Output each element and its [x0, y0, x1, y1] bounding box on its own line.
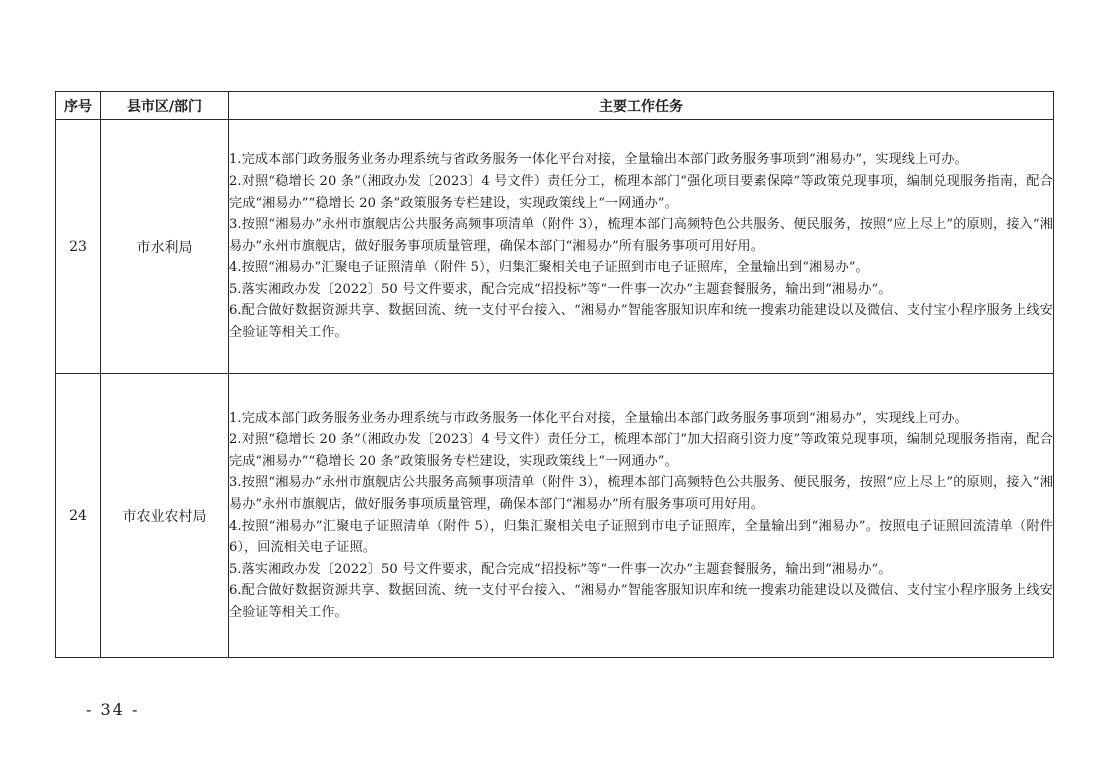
table-row	[56, 374, 1054, 658]
work-task-table	[55, 91, 1054, 658]
row-tasks	[229, 374, 1054, 658]
page-number: - 34 -	[86, 700, 140, 719]
task-item: 2.对照“稳增长 20 条”（湘政办发〔2023〕4 号文件）责任分工，梳理本部门“强化项目要素保障”等政策兑现事项，编制兑现服务指南，配合完成“湘易办”“稳增长 20 条”政策服务专栏建设，实现政策线上“一网通办”。	[229, 173, 1053, 211]
row-index: 24	[56, 374, 101, 658]
task-item: 3.按照“湘易办”永州市旗舰店公共服务高频事项清单（附件 3），梳理本部门高频特色公共服务、便民服务，按照“应上尽上”的原则，接入“湘易办”永州市旗舰店，做好服务事项质量管理，确保本部门“湘易办”所有服务事项可用好用。	[229, 475, 1053, 512]
table-header-row	[56, 92, 1054, 120]
row-department: 市水利局	[101, 120, 229, 374]
table-row	[56, 120, 1054, 374]
row-index: 23	[56, 120, 101, 374]
header-tasks: 主要工作任务	[229, 92, 1054, 120]
task-item: 3.按照“湘易办”永州市旗舰店公共服务高频事项清单（附件 3），梳理本部门高频特色公共服务、便民服务，按照“应上尽上”的原则，接入“湘易办”永州市旗舰店，做好服务事项质量管理，确保本部门“湘易办”所有服务事项可用好用。	[229, 217, 1053, 254]
row-tasks	[229, 120, 1054, 374]
header-department: 县市区/部门	[101, 92, 229, 120]
task-item: 1.完成本部门政务服务业务办理系统与省政务服务一体化平台对接，全量输出本部门政务服务事项到“湘易办”，实现线上可办。	[229, 152, 968, 168]
task-item: 6.配合做好数据资源共享、数据回流、统一支付平台接入、“湘易办”智能客服知识库和统一搜索功能建设以及微信、支付宝小程序服务上线安全验证等相关工作。	[229, 303, 1053, 341]
task-item: 5.落实湘政办发〔2022〕50 号文件要求，配合完成“招投标”等“一件事一次办”主题套餐服务，输出到“湘易办”。	[229, 281, 892, 297]
task-item: 5.落实湘政办发〔2022〕50 号文件要求，配合完成“招投标”等“一件事一次办”主题套餐服务，输出到“湘易办”。	[229, 561, 892, 577]
row-department: 市农业农村局	[101, 374, 229, 658]
task-item: 2.对照“稳增长 20 条”（湘政办发〔2023〕4 号文件）责任分工，梳理本部门“加大招商引资力度”等政策兑现事项，编制兑现服务指南，配合完成“湘易办”“稳增长 20 条”政策服务专栏建设，实现政策线上“一网通办”。	[229, 432, 1053, 469]
header-index: 序号	[56, 92, 101, 120]
task-item: 6.配合做好数据资源共享、数据回流、统一支付平台接入、“湘易办”智能客服知识库和统一搜索功能建设以及微信、支付宝小程序服务上线安全验证等相关工作。	[229, 583, 1053, 620]
task-item: 4.按照“湘易办”汇聚电子证照清单（附件 5），归集汇聚相关电子证照到市电子证照库，全量输出到“湘易办”。按照电子证照回流清单（附件 6），回流相关电子证照。	[229, 518, 1053, 556]
task-item: 4.按照“湘易办”汇聚电子证照清单（附件 5），归集汇聚相关电子证照到市电子证照库，全量输出到“湘易办”。	[229, 260, 869, 276]
task-item: 1.完成本部门政务服务业务办理系统与市政务服务一体化平台对接，全量输出本部门政务服务事项到“湘易办”，实现线上可办。	[229, 410, 968, 426]
